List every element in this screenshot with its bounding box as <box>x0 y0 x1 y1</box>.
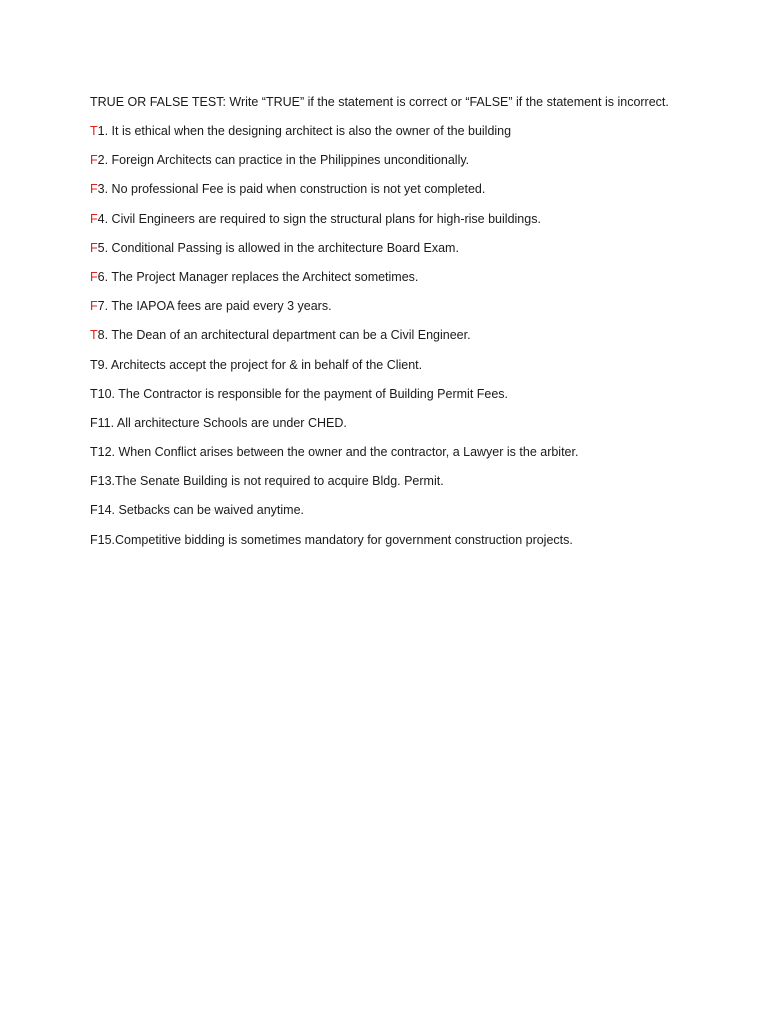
question-text: 10. The Contractor is responsible for the payment of Building Permit Fees. <box>97 386 509 401</box>
answer-mark: F <box>90 182 98 197</box>
answer-mark: F <box>90 474 98 489</box>
question-text: 15.Competitive bidding is sometimes mandatory for government construction projects. <box>97 532 573 547</box>
question-text: 6. The Project Manager replaces the Architect sometimes. <box>97 269 419 284</box>
answer-mark: T <box>90 386 98 401</box>
question-item <box>90 530 750 550</box>
document-content <box>90 92 750 559</box>
question-text: 3. No professional Fee is paid when construction is not yet completed. <box>97 182 486 197</box>
answer-mark: F <box>90 532 98 547</box>
question-item <box>90 384 750 404</box>
question-text: 7. The IAPOA fees are paid every 3 years. <box>97 299 332 314</box>
answer-mark: T <box>90 445 98 460</box>
question-item <box>90 325 750 345</box>
answer-mark: F <box>90 269 98 284</box>
question-list <box>90 121 750 550</box>
answer-mark: F <box>90 153 98 168</box>
answer-mark: F <box>90 211 98 226</box>
answer-mark: F <box>90 240 98 255</box>
question-text: 11. All architecture Schools are under CHED. <box>97 415 347 430</box>
question-item <box>90 179 750 199</box>
question-item <box>90 267 750 287</box>
question-text: 2. Foreign Architects can practice in the Philippines unconditionally. <box>97 153 470 168</box>
question-text: 13.The Senate Building is not required to acquire Bldg. Permit. <box>97 474 444 489</box>
question-item <box>90 500 750 520</box>
answer-mark: T <box>90 124 98 138</box>
question-text: 4. Civil Engineers are required to sign the structural plans for high-rise buildings. <box>97 211 541 226</box>
question-item <box>90 150 750 170</box>
answer-mark: F <box>90 415 98 430</box>
question-item <box>90 121 750 141</box>
question-text: 1. It is ethical when the designing architect is also the owner of the building <box>97 124 512 138</box>
question-text: 8. The Dean of an architectural department can be a Civil Engineer. <box>97 328 471 343</box>
question-item <box>90 296 750 316</box>
question-text: 14. Setbacks can be waived anytime. <box>97 503 305 518</box>
question-text: 9. Architects accept the project for & in behalf of the Client. <box>97 357 423 372</box>
answer-mark: F <box>90 503 98 518</box>
question-text: 12. When Conflict arises between the owner and the contractor, a Lawyer is the arbiter. <box>97 445 579 460</box>
question-item <box>90 209 750 229</box>
test-instructions: TRUE OR FALSE TEST: Write “TRUE” if the statement is correct or “FALSE” if the statement is incorrect. <box>90 95 669 109</box>
question-item <box>90 238 750 258</box>
question-item <box>90 355 750 375</box>
answer-mark: T <box>90 328 98 343</box>
question-item <box>90 442 750 462</box>
question-text: 5. Conditional Passing is allowed in the architecture Board Exam. <box>97 240 459 255</box>
answer-mark: F <box>90 299 98 314</box>
answer-mark: T <box>90 357 98 372</box>
question-item <box>90 413 750 433</box>
question-item <box>90 471 750 491</box>
